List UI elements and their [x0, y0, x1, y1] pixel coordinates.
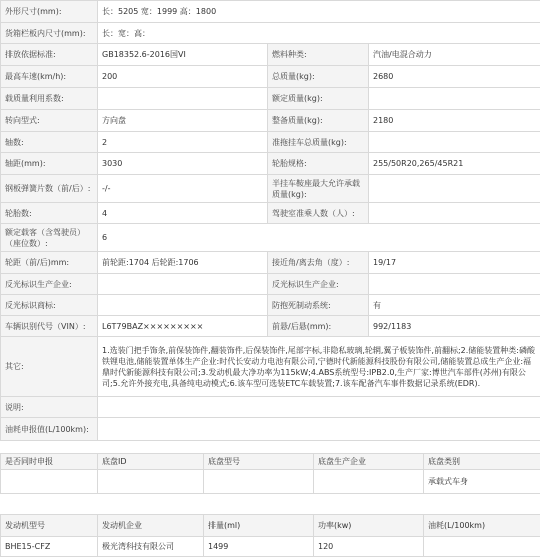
field-value: 19/17	[369, 252, 540, 274]
engine-header-cell: 油耗(L/100km)	[424, 515, 540, 537]
field-label: 轮胎数:	[1, 203, 98, 224]
field-label: 整备质量(kg):	[268, 110, 369, 132]
field-label: 驾驶室准乘人数（人）:	[268, 203, 369, 224]
chassis-cell	[98, 470, 204, 494]
engine-cell: 120	[314, 537, 424, 557]
parameter-row	[1, 44, 540, 66]
parameter-row	[1, 153, 540, 175]
field-value	[98, 295, 268, 316]
field-value	[369, 175, 540, 203]
chassis-header-cell: 底盘型号	[204, 454, 314, 470]
parameter-row	[1, 337, 540, 397]
parameter-row	[1, 23, 540, 44]
field-label: 钢板弹簧片数（前/后）:	[1, 175, 98, 203]
field-label: 准拖挂车总质量(kg):	[268, 132, 369, 153]
field-value: 6	[98, 224, 540, 252]
field-value: -/-	[98, 175, 268, 203]
parameter-row	[1, 418, 540, 441]
parameter-row	[1, 110, 540, 132]
engine-header-cell: 功率(kw)	[314, 515, 424, 537]
field-value	[98, 418, 540, 441]
field-label: 轮胎规格:	[268, 153, 369, 175]
field-label: 燃料种类:	[268, 44, 369, 66]
chassis-header-cell: 底盘类别	[424, 454, 540, 470]
parameter-row	[1, 175, 540, 203]
field-label: 外形尺寸(mm):	[1, 1, 98, 23]
field-label: 货箱栏板内尺寸(mm):	[1, 23, 98, 44]
parameter-row	[1, 252, 540, 274]
field-value: GB18352.6-2016国VI	[98, 44, 268, 66]
field-value: 前轮距:1704 后轮距:1706	[98, 252, 268, 274]
chassis-cell	[1, 470, 98, 494]
field-value: 992/1183	[369, 316, 540, 337]
engine-header-row	[1, 515, 540, 537]
chassis-header-row	[1, 454, 540, 470]
parameter-row	[1, 203, 540, 224]
field-label: 转向型式:	[1, 110, 98, 132]
field-label: 总质量(kg):	[268, 66, 369, 88]
field-value: 200	[98, 66, 268, 88]
field-value	[369, 132, 540, 153]
parameter-row	[1, 224, 540, 252]
parameter-row	[1, 274, 540, 295]
parameter-row	[1, 397, 540, 418]
field-value: 255/50R20,265/45R21	[369, 153, 540, 175]
engine-table	[0, 514, 540, 557]
engine-cell: 极光湾科技有限公司	[98, 537, 204, 557]
field-label: 额定质量(kg):	[268, 88, 369, 110]
field-value	[369, 203, 540, 224]
field-value: 2	[98, 132, 268, 153]
chassis-header-cell: 是否同时申报	[1, 454, 98, 470]
field-label: 反光标识生产企业:	[1, 274, 98, 295]
field-label: 最高车速(km/h):	[1, 66, 98, 88]
chassis-header-cell: 底盘生产企业	[314, 454, 424, 470]
field-value	[98, 274, 268, 295]
field-value: 方向盘	[98, 110, 268, 132]
field-value: 4	[98, 203, 268, 224]
field-label: 反光标识商标:	[1, 295, 98, 316]
field-label: 反光标识生产企业:	[268, 274, 369, 295]
chassis-cell	[314, 470, 424, 494]
field-value	[98, 397, 540, 418]
field-label: 轮距（前/后)mm:	[1, 252, 98, 274]
chassis-cell	[204, 470, 314, 494]
other-notes-value: 1.选装门把手饰条,前保装饰件,翻装饰件,后保装饰件,尾部字标,非隐私玻璃,轮辋,翼子板装饰件,前翻标;2.储能装置种类:磷酸铁锂电池,储能装置单体生产企业:时代长安动力电池有限公司,宁德时代新能源科技股份有限公司,储能装置总成生产企业:福鼎时代新能源科技有限公司;3.发动机最大净功率为115kW;4.ABS系统型号:IPB2.0,生产厂家:博世汽车部件(苏州)有限公司;5.允许外接充电,具备纯电动模式;6.该车型可选装ETC车载装置;7.该车配备汽车事件数据记录系统(EDR).	[98, 337, 540, 397]
field-label: 车辆识别代号（VIN）:	[1, 316, 98, 337]
field-value: 有	[369, 295, 540, 316]
field-value	[369, 274, 540, 295]
field-value: 2680	[369, 66, 540, 88]
chassis-data-row	[1, 470, 540, 494]
engine-cell: BHE15-CFZ	[1, 537, 98, 557]
field-label: 防抱死制动系统:	[268, 295, 369, 316]
parameter-row	[1, 88, 540, 110]
field-label: 轴数:	[1, 132, 98, 153]
engine-data-row	[1, 537, 540, 557]
parameter-row	[1, 66, 540, 88]
field-value: 3030	[98, 153, 268, 175]
field-label: 半挂车鞍座最大允许承载质量(kg):	[268, 175, 369, 203]
field-label: 轴距(mm):	[1, 153, 98, 175]
field-label: 接近角/离去角（度）:	[268, 252, 369, 274]
parameter-row	[1, 316, 540, 337]
field-value: L6T79BAZ×××××××××	[98, 316, 268, 337]
field-value: 2180	[369, 110, 540, 132]
parameter-row	[1, 132, 540, 153]
field-label: 排放依据标准:	[1, 44, 98, 66]
field-label: 其它:	[1, 337, 98, 397]
field-value: 长：宽：高：	[98, 23, 540, 44]
field-label: 额定载客（含驾驶员）（座位数）:	[1, 224, 98, 252]
field-value	[98, 88, 268, 110]
parameter-row	[1, 295, 540, 316]
field-value	[369, 88, 540, 110]
engine-header-cell: 发动机型号	[1, 515, 98, 537]
field-value: 长：5205 宽：1999 高：1800	[98, 1, 540, 23]
engine-cell: 1499	[204, 537, 314, 557]
field-label: 载质量利用系数:	[1, 88, 98, 110]
field-label: 说明:	[1, 397, 98, 418]
engine-header-cell: 发动机企业	[98, 515, 204, 537]
chassis-table	[0, 453, 540, 494]
chassis-cell: 承载式车身	[424, 470, 540, 494]
field-label: 前悬/后悬(mm):	[268, 316, 369, 337]
engine-cell	[424, 537, 540, 557]
field-value: 汽油/电混合动力	[369, 44, 540, 66]
parameter-row	[1, 1, 540, 23]
engine-header-cell: 排量(ml)	[204, 515, 314, 537]
chassis-header-cell: 底盘ID	[98, 454, 204, 470]
field-label: 油耗申报值(L/100km):	[1, 418, 98, 441]
